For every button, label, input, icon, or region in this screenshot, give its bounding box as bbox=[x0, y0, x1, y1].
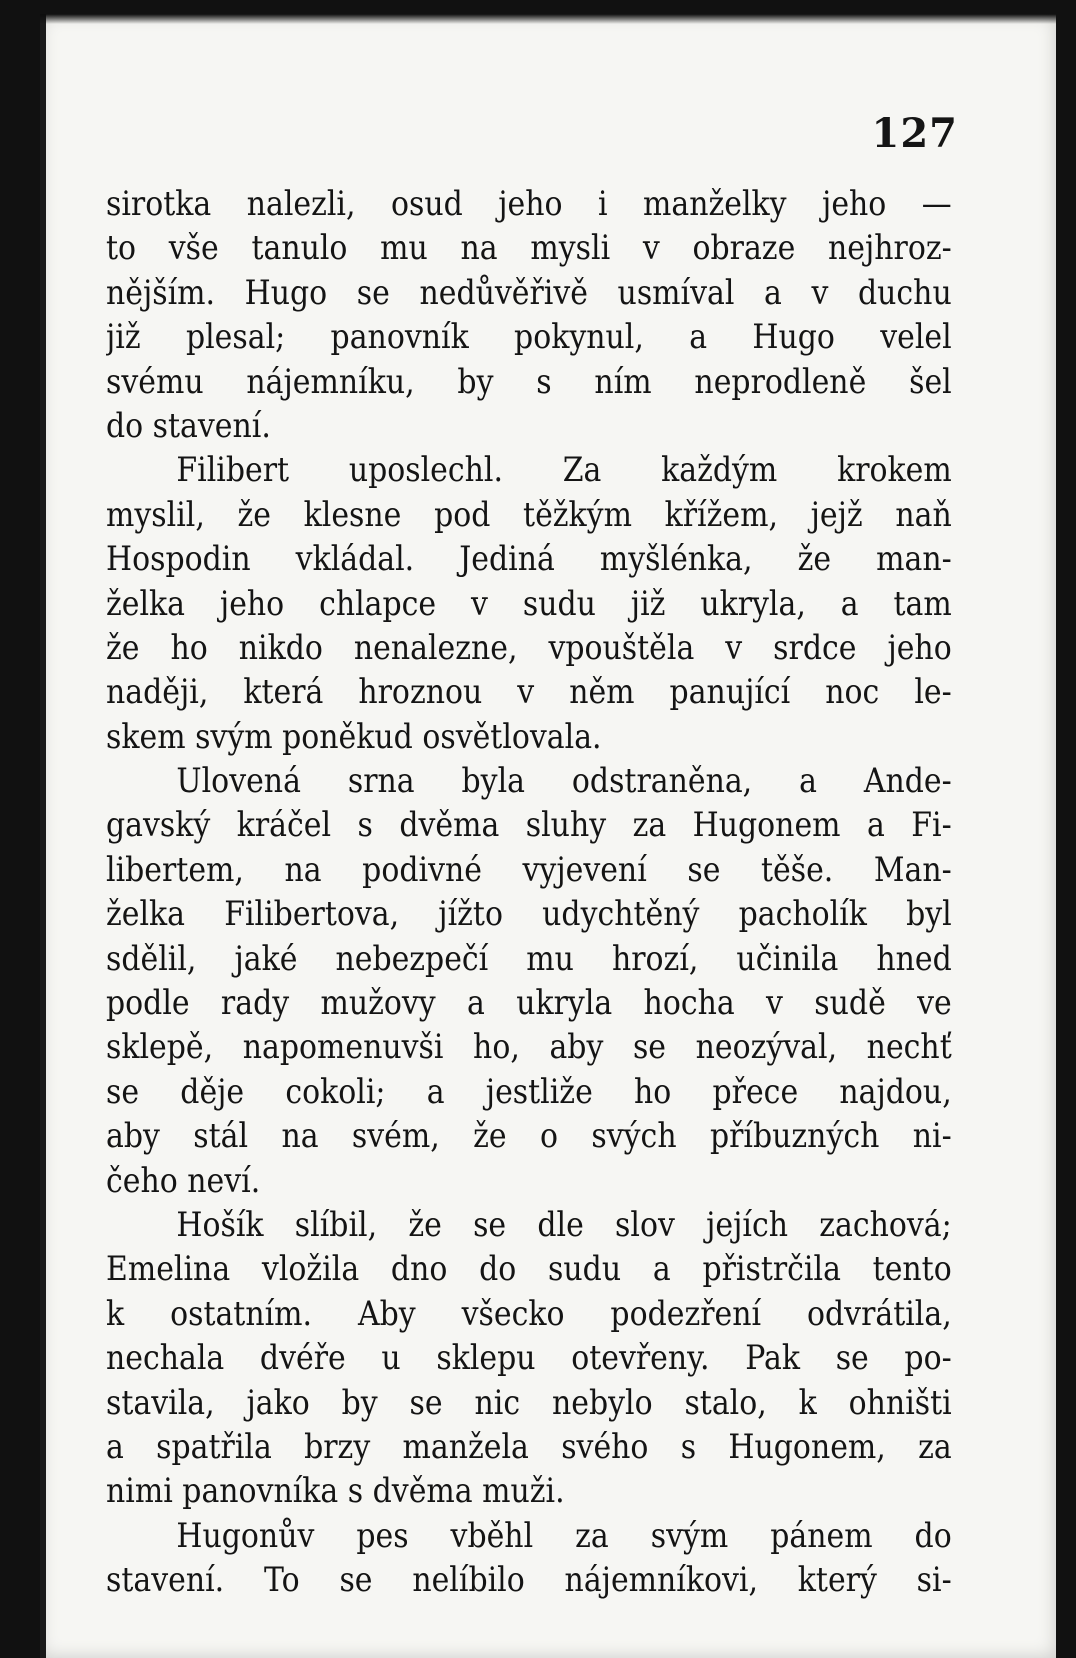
text-line: sirotka nalezli, osud jeho i manželky jeho — bbox=[106, 184, 952, 224]
text-line: že ho nikdo nenalezne, vpouštěla v srdce jeho bbox=[106, 627, 952, 668]
text-line: želka jeho chlapce v sudu již ukryla, a tam bbox=[106, 583, 952, 624]
text-line: stavení. To se nelíbilo nájemníkovi, který si- bbox=[106, 1560, 952, 1601]
text-line: Hospodin vkládal. Jediná myšlénka, že man- bbox=[106, 539, 952, 580]
page-number: 127 bbox=[871, 110, 958, 157]
text-line: již plesal; panovník pokynul, a Hugo velel bbox=[106, 317, 952, 358]
text-line: stavila, jako by se nic nebylo stalo, k ohništi bbox=[106, 1382, 952, 1423]
text-line: myslil, že klesne pod těžkým křížem, jejž naň bbox=[106, 494, 952, 535]
text-line: skem svým poněkud osvětlovala. bbox=[106, 716, 602, 757]
text-line: Filibert uposlechl. Za každým krokem bbox=[176, 450, 952, 491]
text-line: sdělil, jaké nebezpečí mu hrozí, učinila hned bbox=[106, 938, 952, 979]
text-line: svému nájemníku, by s ním neprodleně šel bbox=[106, 361, 952, 402]
text-line: do stavení. bbox=[106, 405, 271, 446]
text-line: k ostatním. Aby všecko podezření odvrátila, bbox=[106, 1293, 952, 1334]
text-line: nějším. Hugo se nedůvěřivě usmíval a v duchu bbox=[106, 272, 952, 313]
text-line: libertem, na podivné vyjevení se těše. Man- bbox=[106, 849, 952, 890]
text-line: sklepě, napomenuvši ho, aby se neozýval, nechť bbox=[106, 1027, 952, 1068]
text-line: čeho neví. bbox=[106, 1160, 261, 1201]
scan-top-edge bbox=[40, 14, 1056, 24]
text-line: se děje cokoli; a jestliže ho přece najdou, bbox=[106, 1071, 952, 1112]
page-spine-edge bbox=[40, 14, 46, 1658]
text-line: a spatřila brzy manžela svého s Hugonem, za bbox=[106, 1426, 952, 1467]
text-line: Emelina vložila dno do sudu a přistrčila tento bbox=[106, 1249, 952, 1290]
text-line: podle rady mužovy a ukryla hocha v sudě ve bbox=[106, 983, 952, 1024]
text-line: aby stál na svém, že o svých příbuzných ni- bbox=[106, 1116, 952, 1157]
text-line: nechala dvéře u sklepu otevřeny. Pak se po- bbox=[106, 1338, 952, 1379]
text-line: Ulovená srna byla odstraněna, a Ande- bbox=[176, 761, 952, 802]
text-line: želka Filibertova, jížto udychtěný pacholík byl bbox=[106, 894, 952, 935]
body-text bbox=[106, 182, 952, 1603]
text-line: Hugonův pes vběhl za svým pánem do bbox=[176, 1515, 952, 1556]
text-line: gavský kráčel s dvěma sluhy za Hugonem a Fi- bbox=[106, 805, 952, 846]
book-page bbox=[40, 14, 1056, 1658]
text-line: Hošík slíbil, že se dle slov jejích zachová; bbox=[176, 1204, 952, 1245]
text-line: nimi panovníka s dvěma muži. bbox=[106, 1471, 565, 1512]
text-line: naději, která hroznou v něm panující noc le- bbox=[106, 672, 952, 713]
text-line: to vše tanulo mu na mysli v obraze nejhroz- bbox=[106, 228, 952, 269]
